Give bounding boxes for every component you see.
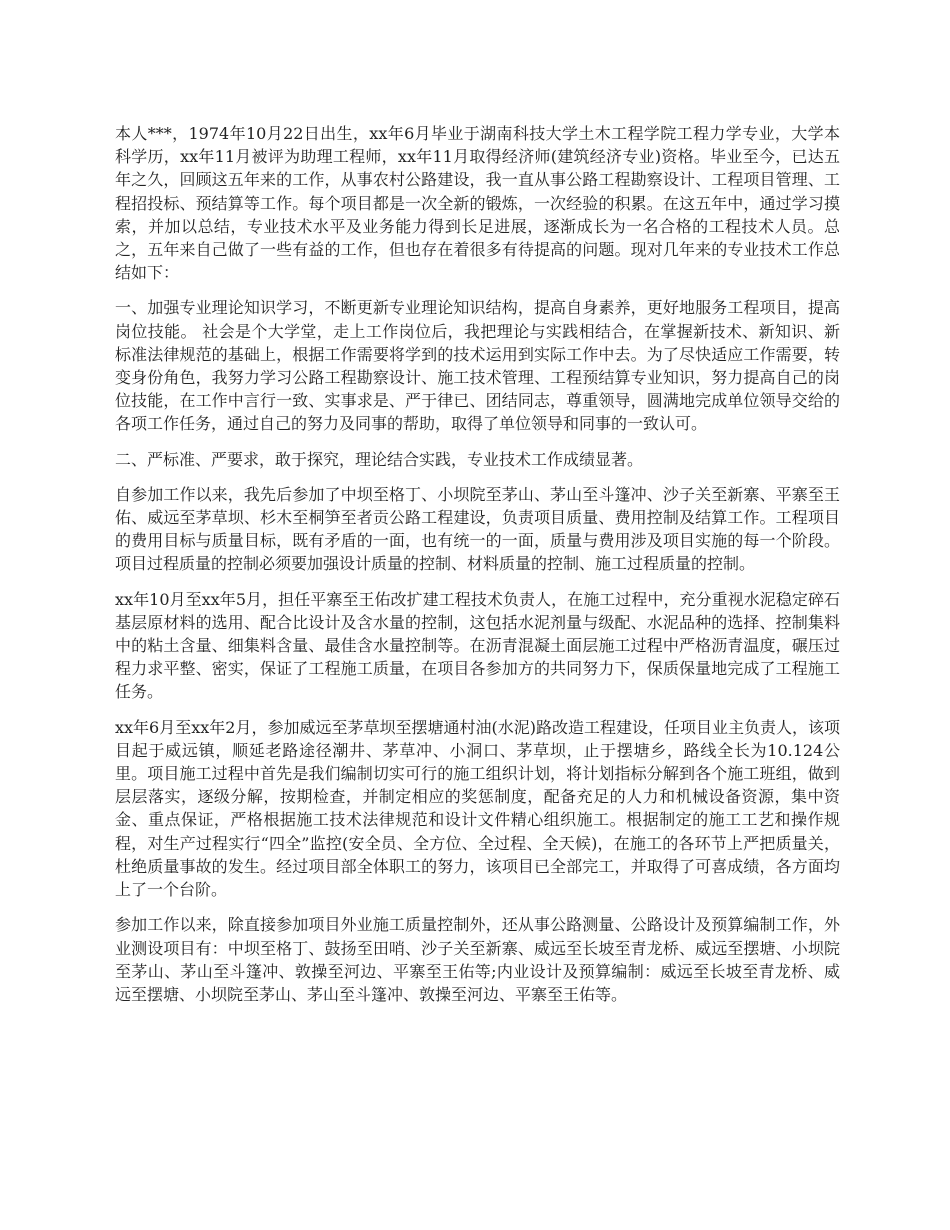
paragraph-section-one: 一、加强专业理论知识学习，不断更新专业理论知识结构，提高自身素养，更好地服务工程项目，提高岗位技能。 社会是个大学堂，走上工作岗位后，我把理论与实践相结合，在掌握新技术、新知识、新标准法律规范的基础上，根据工作需要将学到的技术运用到实际工作中去。为了尽快适应工作需要，转变身份角色，我努力学习公路工程勘察设计、施工技术管理、工程预结算专业知识，努力提高自己的岗位技能，在工作中言行一致、实事求是、严于律已、团结同志，尊重领导，圆满地完成单位领导交给的各项工作任务，通过自己的努力及同事的帮助，取得了单位领导和同事的一致认可。 [115, 298, 840, 434]
paragraph-section-two-heading: 二、严标准、严要求，敢于探究，理论结合实践，专业技术工作成绩显著。 [115, 449, 644, 469]
paragraph-weiyuan-project: xx年6月至xx年2月，参加威远至茅草坝至摆塘通村油(水泥)路改造工程建设，任项目业主负责人，该项目起于威远镇，顺延老路途径潮井、茅草冲、小洞口、茅草坝，止于摆塘乡，路线全长为10.124公里。项目施工过程中首先是我们编制切实可行的施工组织计划，将计划指标分解到各个施工班组，做到层层落实，逐级分解，按期检查，并制定相应的奖惩制度，配备充足的人力和机械设备资源，集中资金、重点保证，严格根据施工技术法律规范和设计文件精心组织施工。根据制定的施工工艺和操作规程，对生产过程实行“四全”监控(安全员、全方位、全过程、全天候)，在施工的各环节上严把质量关，杜绝质量事故的发生。经过项目部全体职工的努力，该项目已全部完工，并取得了可喜成绩，各方面均上了一个台阶。 [115, 717, 840, 900]
document-body [115, 122, 840, 1018]
paragraph-pingzhai-project: xx年10月至xx年5月，担任平寨至王佑改扩建工程技术负责人，在施工过程中，充分重视水泥稳定碎石基层原材料的选用、配合比设计及含水量的控制，这包括水泥剂量与级配、水泥品种的选择、控制集料中的粘土含量、细集料含量、最佳含水量控制等。在沥青混凝土面层施工过程中严格沥青温度，碾压过程力求平整、密实，保证了工程施工质量，在项目各参加方的共同努力下，保质保量地完成了工程施工任务。 [115, 589, 840, 702]
paragraph-intro: 本人***，1974年10月22日出生，xx年6月毕业于湖南科技大学土木工程学院工程力学专业，大学本科学历，xx年11月被评为助理工程师，xx年11月取得经济师(建筑经济专业)资格。毕业至今，已达五年之久，回顾这五年来的工作，从事农村公路建设，我一直从事公路工程勘察设计、工程项目管理、工程招投标、预结算等工作。每个项目都是一次全新的锻炼，一次经验的积累。在这五年中，通过学习摸索，并加以总结，专业技术水平及业务能力得到长足进展，逐渐成长为一名合格的工程技术人员。总之，五年来自己做了一些有益的工作，但也存在着很多有待提高的问题。现对几年来的专业技术工作总结如下： [115, 124, 840, 283]
paragraph-projects: 自参加工作以来，我先后参加了中坝至格丁、小坝院至茅山、茅山至斗篷冲、沙子关至新寨、平寨至王佑、威远至茅草坝、杉木至桐笋至者贡公路工程建设，负责项目质量、费用控制及结算工作。工程项目的费用目标与质量目标，既有矛盾的一面，也有统一的一面，质量与费用涉及项目实施的每一个阶段。项目过程质量的控制必须要加强设计质量的控制、材料质量的控制、施工过程质量的控制。 [115, 484, 840, 574]
paragraph-survey-design: 参加工作以来，除直接参加项目外业施工质量控制外，还从事公路测量、公路设计及预算编制工作，外业测设项目有：中坝至格丁、鼓扬至田哨、沙子关至新寨、威远至长坡至青龙桥、威远至摆塘、小坝院至茅山、茅山至斗篷冲、敦操至河边、平寨至王佑等;内业设计及预算编制：威远至长坡至青龙桥、威远至摆塘、小坝院至茅山、茅山至斗篷冲、敦操至河边、平寨至王佑等。 [115, 915, 840, 1004]
